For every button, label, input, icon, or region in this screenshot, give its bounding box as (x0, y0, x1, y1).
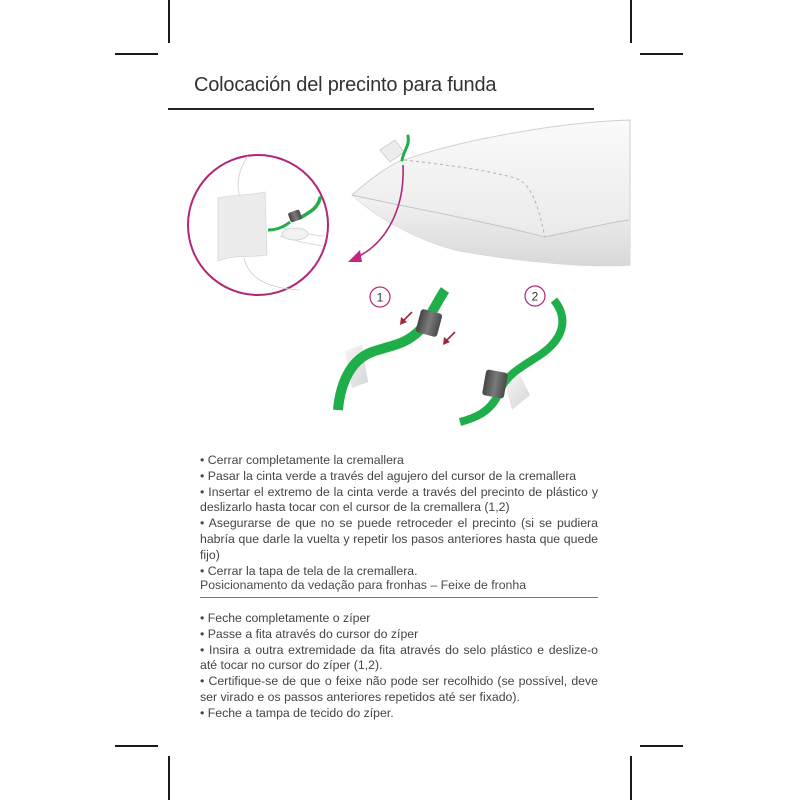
crop-mark-bottom-right-horizontal (640, 745, 683, 747)
instructions-pt (200, 611, 598, 722)
title-divider (168, 108, 594, 110)
subtitle-divider (200, 597, 598, 598)
page-title: Colocación del precinto para funda (194, 74, 497, 96)
step-2-label: 2 (531, 289, 539, 304)
step-2-diagram (460, 286, 562, 422)
pillow-seal-illustration (180, 115, 635, 435)
crop-mark-bottom-left-vertical (168, 756, 170, 800)
instruction-es-3: • Insertar el extremo de la cinta verde a través del precinto de plástico y deslizarlo hasta tocar con el cursor de la cremallera (1,2) (200, 484, 598, 515)
crop-mark-bottom-right-vertical (630, 756, 632, 800)
crop-mark-bottom-left-horizontal (115, 745, 158, 747)
instruction-es-2: • Pasar la cinta verde a través del agujero del cursor de la cremallera (200, 468, 577, 483)
instruction-es-4: • Asegurarse de que no se puede retroceder el precinto (si se pudiera habría que darle la vuelta y repetir los pasos anteriores hasta que quede fijo) (200, 516, 598, 562)
zoom-detail-circle (188, 155, 328, 295)
instruction-es-1: • Cerrar completamente la cremallera (200, 453, 404, 467)
crop-mark-top-right-horizontal (640, 53, 683, 55)
instruction-pt-4: • Certifique-se de que o feixe não pode ser recolhido (se possível, deve ser virado e os passos anteriores repetidos até ser fixado). (200, 674, 598, 704)
instruction-pt-5: • Feche a tampa de tecido do zíper. (200, 705, 394, 720)
crop-mark-top-left-vertical (168, 0, 170, 43)
crop-mark-top-left-horizontal (115, 53, 158, 55)
instruction-pt-3: • Insira a outra extremidade da fita através do selo plástico e deslize-o até tocar no cursor do zíper (1,2). (200, 642, 598, 673)
step-1-diagram (338, 287, 455, 410)
instruction-es-5: • Cerrar la tapa de tela de la cremallera. (200, 563, 418, 578)
instruction-pt-1: • Feche completamente o zíper (200, 611, 371, 625)
instruction-pt-2: • Passe a fita através do cursor do zíper (200, 626, 419, 641)
crop-mark-top-right-vertical (630, 0, 632, 43)
subtitle-pt: Posicionamento da vedação para fronhas – Feixe de fronha (200, 578, 527, 592)
instructions-es (200, 453, 598, 579)
pillow-image (352, 120, 630, 266)
step-1-label: 1 (376, 290, 384, 305)
